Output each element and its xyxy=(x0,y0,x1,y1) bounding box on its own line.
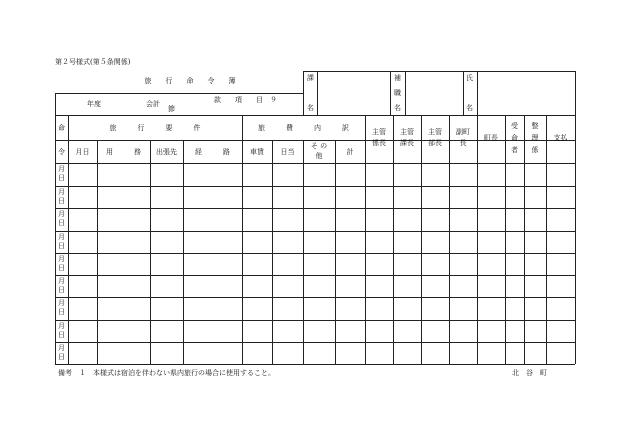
assignee-header-1: 受 xyxy=(511,122,518,130)
row-month-label: 月 xyxy=(58,299,65,307)
row-month-label: 月 xyxy=(58,322,65,330)
row-month-label: 月 xyxy=(58,344,65,352)
records-clerk-header-2: 理 xyxy=(531,134,539,142)
row-month-label: 月 xyxy=(58,233,65,241)
department-chief-header-2: 部長 xyxy=(428,139,442,147)
town-name: 北 谷 町 xyxy=(512,369,547,377)
row-day-label: 日 xyxy=(58,286,65,294)
date-header: 月日 xyxy=(75,148,90,156)
row-month-label: 月 xyxy=(58,188,65,196)
fare-header: 車賃 xyxy=(250,148,264,156)
records-clerk-header-1: 整 xyxy=(531,122,539,130)
position-label: 職 xyxy=(394,89,401,97)
daily-allowance-header: 日当 xyxy=(280,148,295,156)
row-month-label: 月 xyxy=(58,277,65,285)
department-chief-header-1: 主管 xyxy=(428,128,442,136)
section-chief-header-2: 課長 xyxy=(400,139,414,147)
destination-header: 出張先 xyxy=(156,148,177,156)
payment-header: 支払 xyxy=(553,134,568,142)
row-day-label: 日 xyxy=(58,242,65,250)
mayor-header: 町長 xyxy=(484,134,498,142)
row-day-label: 日 xyxy=(58,308,65,316)
route-header: 経 路 xyxy=(195,148,230,156)
section-chief-header-1: 主管 xyxy=(400,128,414,136)
row-day-label: 日 xyxy=(58,174,65,182)
chief-clerk-header-2: 係長 xyxy=(372,139,386,147)
total-header: 計 xyxy=(346,148,354,156)
order-header-bottom: 令 xyxy=(58,148,65,156)
row-day-label: 日 xyxy=(58,264,65,272)
deputy-mayor-header-1: 副町 xyxy=(456,128,470,136)
deputy-mayor-header-2: 長 xyxy=(459,139,467,147)
row-month-label: 月 xyxy=(58,210,65,218)
accounting-label: 会計 xyxy=(146,100,160,108)
assignee-header-2: 命 xyxy=(511,134,518,142)
order-header-top: 命 xyxy=(58,124,65,132)
chief-clerk-header-1: 主管 xyxy=(372,128,386,136)
assignee-header-3: 者 xyxy=(511,146,518,154)
row-day-label: 日 xyxy=(58,197,65,205)
division-label: 課 xyxy=(307,74,314,82)
expense-breakdown-header: 旅 費 内 訳 xyxy=(258,124,349,132)
records-clerk-header-3: 係 xyxy=(531,146,539,154)
surname-label: 氏 xyxy=(466,74,473,82)
row-day-label: 日 xyxy=(58,219,65,227)
travel-requirements-header: 旅 行 要 件 xyxy=(109,124,201,132)
year-label: 年度 xyxy=(87,100,101,108)
section-label: 節 xyxy=(168,105,175,113)
other-header-1: そ の xyxy=(310,142,328,150)
position-name-label: 名 xyxy=(394,104,401,112)
document-title: 旅 行 命 令 簿 xyxy=(144,77,236,85)
other-header-2: 他 xyxy=(315,152,323,160)
row-month-label: 月 xyxy=(58,255,65,263)
assist-label: 補 xyxy=(394,74,401,82)
row-month-label: 月 xyxy=(58,165,65,173)
purpose-header: 用 務 xyxy=(106,148,141,156)
division-name-label: 名 xyxy=(307,104,314,112)
row-day-label: 日 xyxy=(58,353,65,361)
remarks-note: 備考 １ 本様式は宿泊を伴わない県内旅行の場合に使用すること。 xyxy=(58,369,275,377)
row-day-label: 日 xyxy=(58,331,65,339)
form-label: 第２号様式(第５条関係) xyxy=(55,58,131,66)
personal-name-label: 名 xyxy=(466,104,473,112)
budget-item-label: 款 項 目 ９ xyxy=(214,96,277,104)
